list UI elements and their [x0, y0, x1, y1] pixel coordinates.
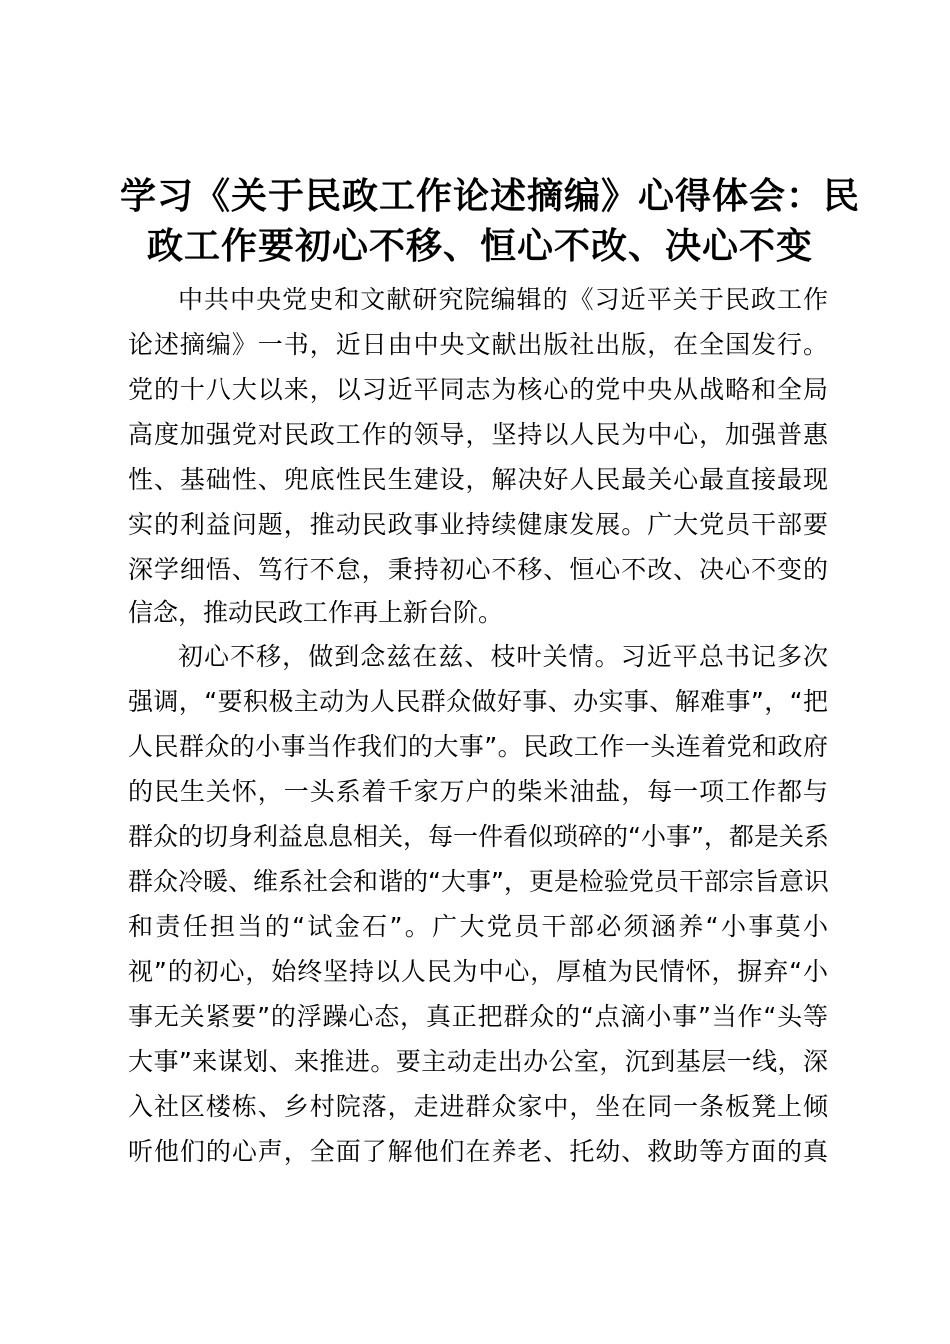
- paragraph-line: 强调，“要积极主动为人民群众做好事、办实事、解难事”，“把: [128, 687, 828, 716]
- paragraph-line: 实的利益问题，推动民政事业持续健康发展。广大党员干部要: [128, 510, 828, 539]
- paragraph-line: 大事”来谋划、来推进。要主动走出办公室，沉到基层一线，深: [128, 1047, 828, 1076]
- paragraph-line: 深学细悟、笃行不怠，秉持初心不移、恒心不改、决心不变的: [128, 555, 828, 584]
- paragraph-line: 事无关紧要”的浮躁心态，真正把群众的“点滴小事”当作“头等: [128, 1002, 828, 1031]
- document-title-line-1: 学习《关于民政工作论述摘编》心得体会：民: [120, 176, 861, 217]
- paragraph-line: 群众的切身利益息息相关，每一件看似琐碎的“小事”，都是关系: [128, 822, 829, 851]
- document-title-line-2: 政工作要初心不移、恒心不改、决心不变: [146, 226, 813, 267]
- paragraph-line: 性、基础性、兜底性民生建设，解决好人民最关心最直接最现: [128, 465, 828, 494]
- paragraph-line: 入社区楼栋、乡村院落，走进群众家中，坐在同一条板凳上倾: [128, 1092, 828, 1121]
- paragraph-line: 听他们的心声，全面了解他们在养老、托幼、救助等方面的真: [128, 1137, 828, 1166]
- paragraph-line: 论述摘编》一书，近日由中央文献出版社出版，在全国发行。: [128, 330, 828, 359]
- paragraph-line: 群众冷暖、维系社会和谐的“大事”，更是检验党员干部宗旨意识: [128, 867, 829, 896]
- paragraph-line: 视”的初心，始终坚持以人民为中心，厚植为民情怀，摒弃“小: [128, 957, 828, 986]
- paragraph-line: 人民群众的小事当作我们的大事”。民政工作一头连着党和政府: [128, 732, 828, 761]
- paragraph-line: 的民生关怀，一头系着千家万户的柴米油盐，每一项工作都与: [128, 777, 828, 806]
- paragraph-line: 高度加强党对民政工作的领导，坚持以人民为中心，加强普惠: [128, 420, 828, 449]
- paragraph-line: 和责任担当的“试金石”。广大党员干部必须涵养“小事莫小: [128, 912, 828, 941]
- paragraph-line: 党的十八大以来，以习近平同志为核心的党中央从战略和全局: [128, 375, 828, 404]
- paragraph-line: 信念，推动民政工作再上新台阶。: [128, 598, 504, 627]
- paragraph-line: 初心不移，做到念兹在兹、枝叶关情。习近平总书记多次: [178, 642, 828, 671]
- paragraph-line: 中共中央党史和文献研究院编辑的《习近平关于民政工作: [178, 285, 828, 314]
